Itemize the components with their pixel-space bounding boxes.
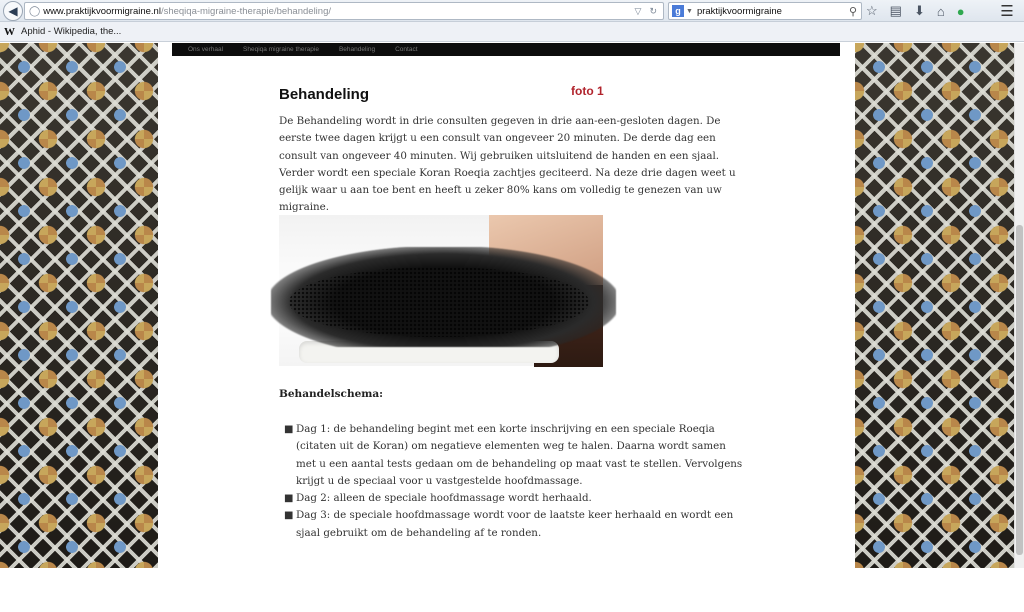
addon-icon[interactable]: ● (956, 3, 965, 19)
page-viewport (0, 43, 1014, 568)
nav-item[interactable]: Sheqiqa migraine therapie (243, 46, 319, 53)
main-content (158, 43, 855, 568)
wikipedia-icon: W (4, 25, 15, 38)
search-icon[interactable]: ⚲ (848, 5, 857, 18)
toolbar-icons (866, 1, 965, 21)
home-icon[interactable]: ⌂ (936, 3, 945, 19)
scrollbar-thumb[interactable] (1016, 225, 1023, 555)
search-input[interactable]: praktijkvoormigraine (696, 5, 782, 17)
browser-toolbar (0, 0, 1024, 22)
address-bar[interactable] (24, 2, 664, 20)
bullet-icon: ■ (284, 493, 294, 505)
bullet-icon: ■ (284, 424, 294, 435)
menu-icon[interactable]: ☰ (1000, 3, 1014, 20)
schema-list (279, 421, 749, 542)
intro-paragraph: De Behandeling wordt in drie consulten gegeven in drie aan-een-gesloten dagen. De eerste twee dagen krijgt u een consult van ongeveer 20 minuten. De derde dag een consult van ongeveer 40 minuten. Wij gebruiken uitsluitend de handen en een sjaal. Verder wordt een speciale Koran Roeqia zachtjes geciteerd. Na deze drie dagen weet u gelijk waar u aan toe bent en heeft u zeker 80% kans om volledig te genezen van uw migraine. (279, 115, 736, 214)
photo-caption: foto 1 (571, 84, 604, 98)
list-item: ■ Dag 2: alleen de speciale hoofdmassage wordt herhaald. (279, 490, 749, 507)
bullet-icon: ■ (284, 510, 294, 522)
download-icon[interactable]: ⬇ (913, 3, 925, 18)
nav-item[interactable]: Contact (395, 46, 418, 53)
vertical-scrollbar[interactable] (1014, 43, 1024, 568)
dropdown-icon[interactable]: ▽ (634, 5, 642, 16)
search-engine-icon[interactable]: g (672, 5, 684, 17)
page-title: Behandeling (279, 86, 370, 103)
star-icon[interactable]: ☆ (866, 3, 878, 18)
site-navigation (172, 43, 840, 56)
treatment-photo (279, 215, 603, 366)
bookmark-aphid[interactable]: Aphid - Wikipedia, the... (21, 26, 122, 37)
clipboard-icon[interactable]: ▤ (889, 3, 902, 18)
back-icon[interactable]: ◀ (3, 1, 23, 21)
reload-icon[interactable]: ↻ (649, 5, 657, 16)
list-item: ■ Dag 3: de speciale hoofdmassage wordt voor de laatste keer herhaald en wordt een sjaal gebruikt om de behandeling af te ronden. (284, 509, 734, 539)
bookmarks-bar (0, 22, 1024, 42)
right-mosaic-border (855, 43, 1014, 568)
url-host: www.praktijkvoormigraine.nl (43, 5, 161, 17)
url-path: /sheqiqa-migraine-therapie/behandeling/ (160, 5, 331, 17)
globe-icon: ◯ (29, 5, 41, 17)
search-engine-dropdown-icon[interactable]: ▼ (686, 7, 693, 15)
left-mosaic-border (0, 43, 158, 568)
search-bar[interactable] (668, 2, 862, 20)
list-item: ■ Dag 1: de behandeling begint met een korte inschrijving en een speciale Roeqia (citaten uit de Koran) om negatieve elementen weg te halen. Daarna wordt samen met u een aantal tests gedaan om de behandeling op maat vast te stellen. Vervolgens krijgt u de speciaal voor u vastgestelde hoofdmassage. (284, 423, 743, 487)
nav-item[interactable]: Ons verhaal (188, 46, 224, 53)
schema-heading: Behandelschema: (279, 388, 384, 400)
nav-item[interactable]: Behandeling (338, 46, 376, 53)
